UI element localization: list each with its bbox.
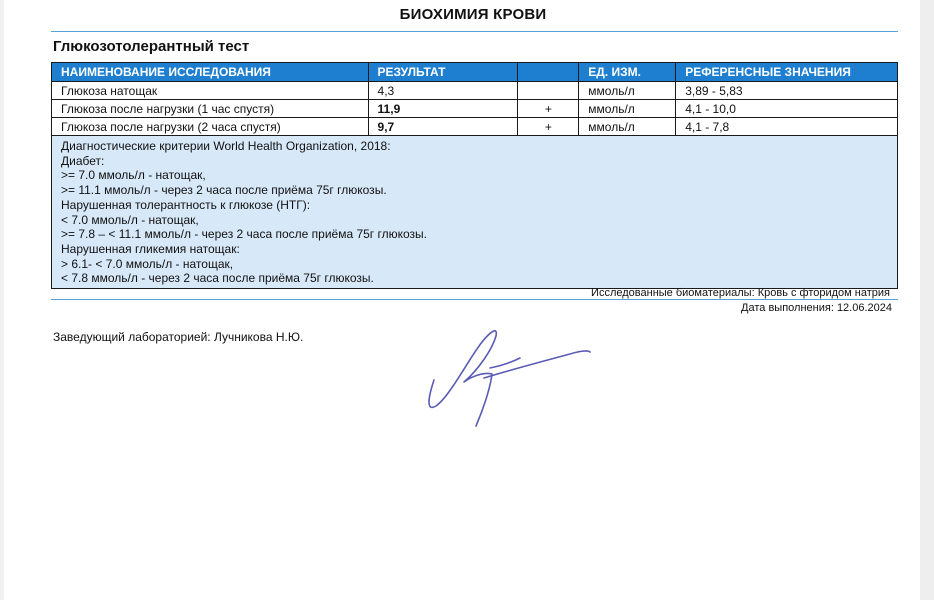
header-unit: ЕД. ИЗМ. — [579, 63, 676, 82]
table-row — [52, 118, 898, 136]
diagnostic-criteria — [52, 136, 898, 289]
test-name: Глюкоза после нагрузки (1 час спустя) — [52, 100, 369, 118]
test-name: Глюкоза после нагрузки (2 часа спустя) — [52, 118, 369, 136]
bottom-divider — [51, 299, 898, 300]
test-name: Глюкоза натощак — [52, 82, 369, 100]
test-unit: ммоль/л — [579, 100, 676, 118]
signature — [420, 320, 600, 435]
criteria-line: > 6.1- < 7.0 ммоль/л - натощак, — [61, 256, 234, 271]
criteria-line: >= 11.1 ммоль/л - через 2 часа после приёма 75г глюкозы. — [61, 183, 387, 198]
test-flag: + — [518, 100, 579, 118]
table-row — [52, 82, 898, 100]
right-page-edge — [920, 0, 934, 600]
criteria-line: < 7.0 ммоль/л - натощак, — [61, 212, 199, 227]
table-row — [52, 100, 898, 118]
header-flag — [518, 63, 579, 82]
document-title: БИОХИМИЯ КРОВИ — [399, 6, 547, 23]
criteria-line: Нарушенная гликемия натощак: — [61, 241, 240, 256]
execution-date: Дата выполнения: 12.06.2024 — [741, 302, 892, 314]
head-of-lab: Заведующий лабораторией: Лучникова Н.Ю. — [53, 330, 304, 344]
criteria-line: < 7.8 ммоль/л - через 2 часа после приёма 75г глюкозы. — [61, 271, 374, 286]
test-result: 9,7 — [368, 118, 518, 136]
criteria-row — [52, 136, 898, 289]
criteria-line: Диагностические критерии World Health Organization, 2018: — [61, 139, 391, 153]
criteria-line: >= 7.8 – < 11.1 ммоль/л - через 2 часа после приёма 75г глюкозы. — [61, 227, 428, 242]
signature-strokes — [429, 331, 590, 426]
top-divider — [51, 31, 898, 32]
results-table — [51, 62, 898, 289]
test-result: 11,9 — [368, 100, 518, 118]
biomaterial-note: Исследованные биоматериалы: Кровь с фторидом натрия — [591, 287, 890, 299]
header-reference: РЕФЕРЕНСНЫЕ ЗНАЧЕНИЯ — [676, 63, 898, 82]
criteria-line: Нарушенная толерантность к глюкозе (НТГ): — [61, 197, 311, 212]
test-reference: 4,1 - 7,8 — [676, 118, 898, 136]
test-flag — [518, 82, 579, 100]
test-flag: + — [518, 118, 579, 136]
header-result: РЕЗУЛЬТАТ — [368, 63, 518, 82]
test-unit: ммоль/л — [579, 118, 676, 136]
table-header-row — [52, 63, 898, 82]
test-reference: 4,1 - 10,0 — [676, 100, 898, 118]
test-unit: ммоль/л — [579, 82, 676, 100]
header-test-name: НАИМЕНОВАНИЕ ИССЛЕДОВАНИЯ — [52, 63, 369, 82]
criteria-line: >= 7.0 ммоль/л - натощак, — [61, 168, 206, 183]
left-page-edge — [0, 0, 4, 600]
criteria-line: Диабет: — [61, 153, 105, 168]
test-reference: 3,89 - 5,83 — [676, 82, 898, 100]
section-title: Глюкозотолерантный тест — [53, 38, 250, 55]
test-result: 4,3 — [368, 82, 518, 100]
